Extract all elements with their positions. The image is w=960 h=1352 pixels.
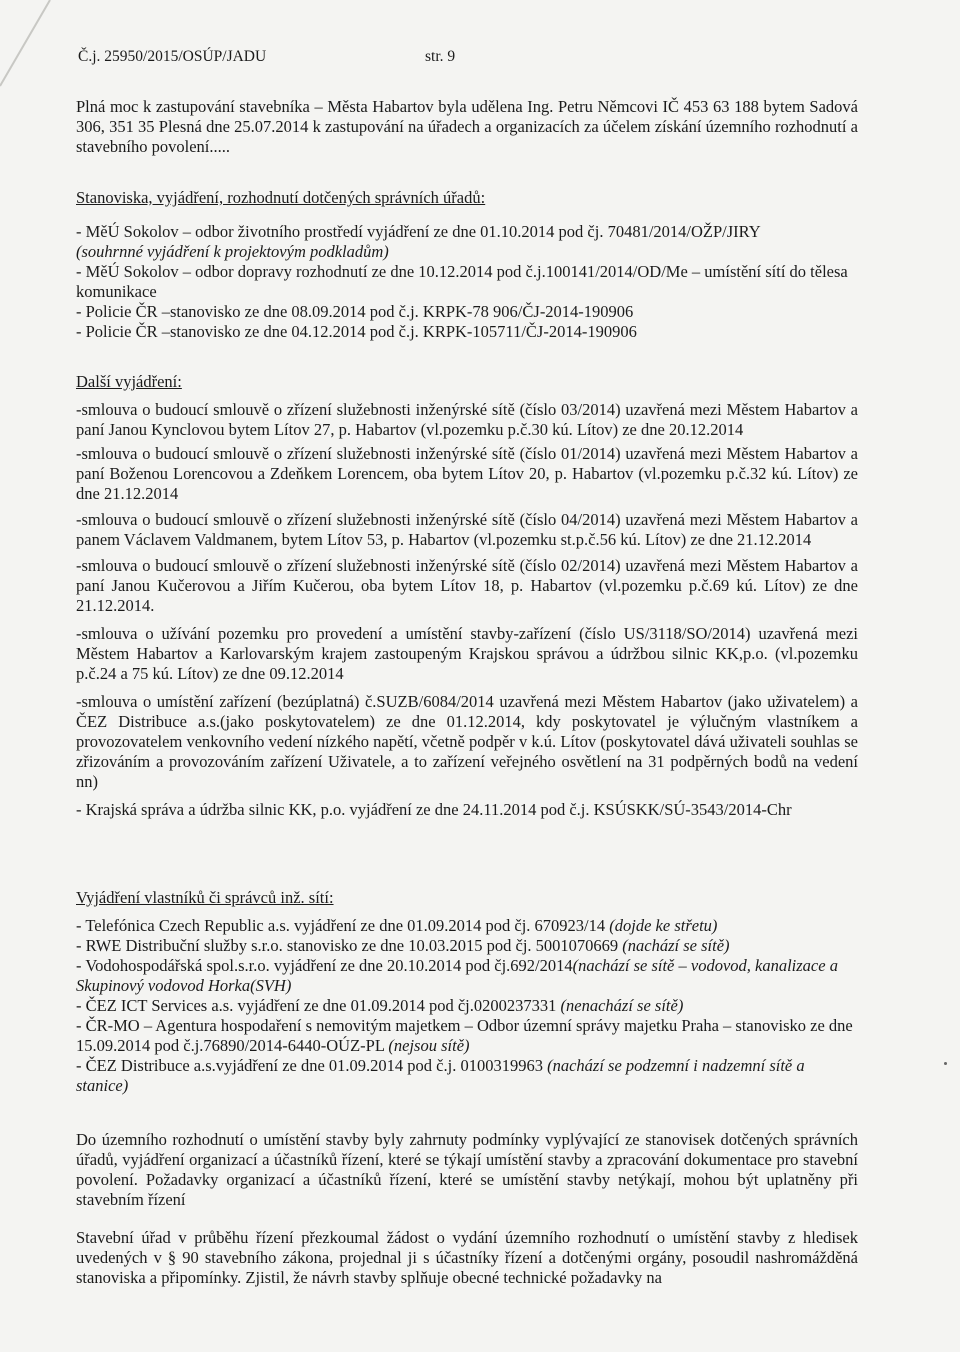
list-item [76,1016,858,1056]
scan-speck [944,1062,947,1065]
contract-paragraph: -smlouva o užívání pozemku pro provedení a umístění stavby-zařízení (číslo US/3118/SO/2014) uzavřená mezi Městem Habartov a Karlovarským krajem zastoupeným Krajskou správou a údržbou silnic KK,p.o. (vl.pozemku p.č.24 a 75 kú. Lítov) ze dne 09.12.2014 [76,624,858,683]
contract-paragraph: - Krajská správa a údržba silnic KK, p.o. vyjádření ze dne 24.11.2014 pod č.j. KSÚSKK/SÚ-3543/2014-Chr [76,800,792,819]
list-item-note: (dojde ke střetu) [609,916,718,935]
section-network-owners [76,888,858,1096]
contract-paragraph: -smlouva o umístění zařízení (bezúplatná) č.SUZB/6084/2014 uzavřená mezi Městem Habartov (jako uživatelem) a ČEZ Distribuce a.s.(jako poskytovatelem) ze dne 01.12.2014, kdy poskytovatel je výlučným vlastníkem a provozovatelem venkovního vedení nízkého napětí, včetně podpěr v k.ú. Lítov (poskytovatel dává uživateli souhlas se zřizováním a provozováním zařízení Uživatele, a to zařízení veřejného osvětlení na 31 podpěrných bodů na vedení nn) [76,692,858,791]
section-authorities [76,188,858,342]
list-item-text: - ČEZ ICT Services a.s. vyjádření ze dne 01.09.2014 pod čj.0200237331 [76,996,557,1015]
list-item-note: (nenachází se sítě) [560,996,684,1015]
list-item-note: (nachází se podzemní i nadzemní sítě a stanice) [76,1056,805,1095]
section-heading: Další vyjádření: [76,372,182,391]
list-item: - Policie ČR –stanovisko ze dne 08.09.2014 pod č.j. KRPK-78 906/ČJ-2014-190906 [76,302,634,321]
conclusion-paragraph-2 [76,1228,858,1288]
list-item: - MěÚ Sokolov – odbor dopravy rozhodnutí ze dne 10.12.2014 pod č.j.100141/2014/OD/Me – umístění sítí do tělesa komunikace [76,262,848,301]
list-item [76,1056,858,1096]
case-number: Č.j. 25950/2015/OSÚP/JADU [78,48,267,65]
page-number: str. 9 [425,48,456,65]
contract-paragraph: -smlouva o budoucí smlouvě o zřízení služebnosti inženýrské sítě (číslo 03/2014) uzavřená mezi Městem Habartov a paní Janou Kynclovou bytem Lítov 27, p. Habartov (vl.pozemku p.č.30 kú. Lítov) ze dne 20.12.2014 [76,400,858,439]
list-item-note: (souhrnné vyjádření k projektovým podkladům) [76,242,389,261]
list-item-note: (nachází se sítě) [622,936,730,955]
list-item-text: - ČEZ Distribuce a.s.vyjádření ze dne 01.09.2014 pod č.j. 0100319963 [76,1056,543,1075]
section-heading: Vyjádření vlastníků či správců inž. sítí: [76,888,334,907]
list-item-text: - RWE Distribuční služby s.r.o. stanovisko ze dne 10.03.2015 pod čj. 5001070669 [76,936,619,955]
paragraph-text: Stavební úřad v průběhu řízení přezkoumal žádost o vydání územního rozhodnutí o umístění stavby z hledisek uvedených v § 90 stavebního zákona, projednal ji s účastníky řízení a dotčenými orgány, posoudil nashromážděná stanoviska a připomínky. Zjistil, že návrh stavby splňuje obecné technické požadavky na [76,1228,858,1287]
list-item-note: (nejsou sítě) [388,1036,470,1055]
intro-paragraph [76,97,858,157]
list-item-text: - ČR-MO – Agentura hospodaření s nemovitým majetkem – Odbor územní správy majetku Praha – stanovisko ze dne 15.09.2014 pod č.j.76890/2014-6440-OÚZ-PL [76,1016,853,1055]
contract-paragraph: -smlouva o budoucí smlouvě o zřízení služebnosti inženýrské sítě (číslo 01/2014) uzavřená mezi Městem Habartov a paní Boženou Lorencovou a Zdeňkem Lorencem, oba bytem Lítov 20, p. Habartov (vl.pozemku p.č.32 kú. Lítov) ze dne 21.12.2014 [76,444,858,503]
list-item [76,996,858,1016]
conclusion-paragraph-1 [76,1130,858,1210]
list-item: - Policie ČR –stanovisko ze dne 04.12.2014 pod č.j. KRPK-105711/ČJ-2014-190906 [76,322,637,341]
list-item-text: - Telefónica Czech Republic a.s. vyjádření ze dne 01.09.2014 pod čj. 670923/14 [76,916,606,935]
contract-paragraph: -smlouva o budoucí smlouvě o zřízení služebnosti inženýrské sítě (číslo 04/2014) uzavřená mezi Městem Habartov a panem Václavem Valdmanem, bytem Lítov 53, p. Habartov (vl.pozemku st.p.č.56 kú. Lítov) ze dne 21.12.2014 [76,510,858,549]
section-heading: Stanoviska, vyjádření, rozhodnutí dotčených správních úřadů: [76,188,486,207]
paragraph-text: Do územního rozhodnutí o umístění stavby byly zahrnuty podmínky vyplývající ze stanovisek dotčených správních úřadů, vyjádření organizací a účastníků řízení, které se týkají umístění stavby a zpracování dokumentace pro stavební povolení. Požadavky organizací a účastníků řízení, které se umístění stavby netýkají, mohou být uplatněny při stavebním řízení [76,1130,858,1209]
list-item-text: - Vodohospodářská spol.s.r.o. vyjádření ze dne 20.10.2014 pod čj.692/2014 [76,956,573,975]
list-item [76,956,858,996]
list-item [76,936,858,956]
list-item: - MěÚ Sokolov – odbor životního prostředí vyjádření ze dne 01.10.2014 pod čj. 70481/2014/OŽP/JIRY [76,222,761,241]
contract-paragraph: -smlouva o budoucí smlouvě o zřízení služebnosti inženýrské sítě (číslo 02/2014) uzavřená mezi Městem Habartov a paní Janou Kučerovou a Jiřím Kučerou, oba bytem Lítov 18, p. Habartov (vl.pozemku p.č.69 kú. Lítov) ze dne 21.12.2014. [76,556,858,615]
section-other-statements [76,372,858,820]
intro-text: Plná moc k zastupování stavebníka – Města Habartov byla udělena Ing. Petru Němcovi IČ 453 63 188 bytem Sadová 306, 351 35 Plesná dne 25.07.2014 k zastupování na úřadech a organizacích za účelem získání územního rozhodnutí a stavebního povolení..... [76,97,858,156]
list-item-note: (nachází se sítě – vodovod, kanalizace a Skupinový vodovod Horka(SVH) [76,956,838,995]
list-item [76,916,858,936]
